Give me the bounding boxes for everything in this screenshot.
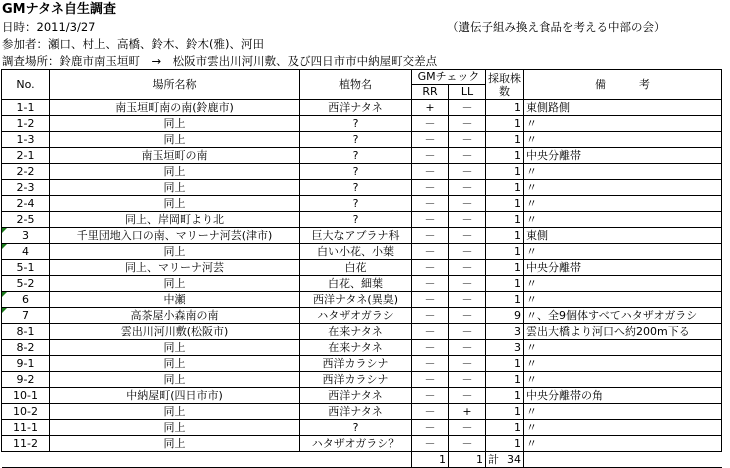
row-count: 1 [486,356,524,372]
row-place: 同上 [50,404,300,420]
row-no: 5-2 [2,276,50,292]
row-rr: － [412,180,449,196]
row-ll: － [449,164,486,180]
table-row [2,324,722,340]
row-ll: － [449,372,486,388]
row-plant: ? [300,148,412,164]
header-gm-check: GMチェック [412,70,486,85]
row-rr: － [412,324,449,340]
row-no: 8-2 [2,340,50,356]
participants: 参加者：瀬口、村上、高橋、鈴木、鈴木(雅)、河田 [2,37,264,51]
row-rr: － [412,340,449,356]
row-place: 同上 [50,372,300,388]
table-row [2,132,722,148]
row-note: 〃 [524,244,722,260]
row-count: 1 [486,132,524,148]
row-note: 〃 [524,436,722,452]
totals-row [2,452,722,468]
row-count: 1 [486,180,524,196]
total-label: 計 [488,452,499,466]
row-ll: － [449,148,486,164]
row-no: 3 [2,228,50,244]
table-row [2,148,722,164]
row-note: 〃 [524,132,722,148]
row-note: 中央分離帯の角 [524,388,722,404]
row-no: 2-5 [2,212,50,228]
table-row [2,100,722,116]
row-note: 〃 [524,164,722,180]
row-ll: － [449,436,486,452]
row-ll: － [449,228,486,244]
row-no: 8-1 [2,324,50,340]
row-note: 〃 [524,116,722,132]
row-note: 〃 [524,356,722,372]
row-rr: － [412,228,449,244]
row-rr: － [412,436,449,452]
row-ll: － [449,244,486,260]
row-rr: + [412,100,449,116]
row-no: 5-1 [2,260,50,276]
row-no: 4 [2,244,50,260]
row-rr: － [412,372,449,388]
row-count: 1 [486,164,524,180]
table-row [2,388,722,404]
row-no: 10-2 [2,404,50,420]
row-no: 2-1 [2,148,50,164]
row-place: 同上 [50,180,300,196]
row-ll: － [449,180,486,196]
row-note: 雲出大橋より河口へ約200m下る [524,324,722,340]
row-ll: － [449,100,486,116]
table-row [2,404,722,420]
table-row [2,180,722,196]
table-row [2,436,722,452]
row-count: 1 [486,148,524,164]
row-ll: － [449,292,486,308]
row-count: 1 [486,388,524,404]
row-count: 1 [486,260,524,276]
total-rr: 1 [412,452,449,468]
row-place: 同上 [50,164,300,180]
row-rr: － [412,292,449,308]
row-no: 9-2 [2,372,50,388]
row-count: 1 [486,116,524,132]
row-plant: 在来ナタネ [300,324,412,340]
totals-spacer [2,452,412,468]
row-place: 同上 [50,196,300,212]
row-note: 〃 [524,196,722,212]
total-ll: 1 [449,452,486,468]
row-place: 同上、マリーナ河芸 [50,260,300,276]
row-rr: － [412,148,449,164]
row-no: 7 [2,308,50,324]
row-note: 〃 [524,212,722,228]
row-rr: － [412,388,449,404]
row-no: 6 [2,292,50,308]
survey-date: 日時：2011/3/27 [2,20,96,34]
row-place: 南玉垣町の南 [50,148,300,164]
row-ll: － [449,340,486,356]
row-count: 1 [486,196,524,212]
row-no: 11-2 [2,436,50,452]
row-ll: － [449,212,486,228]
row-rr: － [412,308,449,324]
row-no: 1-1 [2,100,50,116]
totals-tail [524,452,722,468]
document-title: GMナタネ自生調査 [2,2,116,17]
row-no: 9-1 [2,356,50,372]
row-rr: － [412,196,449,212]
row-rr: － [412,244,449,260]
row-place: 同上 [50,420,300,436]
row-plant: 西洋ナタネ(異臭) [300,292,412,308]
row-plant: 白い小花、小葉 [300,244,412,260]
row-plant: ? [300,212,412,228]
row-plant: 白花、細葉 [300,276,412,292]
row-place: 同上、岸岡町より北 [50,212,300,228]
row-note: 中央分離帯 [524,260,722,276]
table-row [2,340,722,356]
row-note: 中央分離帯 [524,148,722,164]
row-note: 〃 [524,372,722,388]
row-ll: + [449,404,486,420]
row-note: 〃 [524,420,722,436]
row-ll: － [449,260,486,276]
header-ll: LL [449,85,486,100]
row-ll: － [449,116,486,132]
row-place: 千里団地入口の南、マリーナ河芸(津市) [50,228,300,244]
row-rr: － [412,356,449,372]
row-plant: 西洋カラシナ [300,356,412,372]
row-count: 3 [486,340,524,356]
organizer-name: （遺伝子組み換え食品を考える中部の会） [447,20,666,34]
row-rr: － [412,164,449,180]
row-place: 雲出川河川敷(松阪市) [50,324,300,340]
row-place: 中納屋町(四日市市) [50,388,300,404]
row-ll: － [449,132,486,148]
row-place: 南玉垣町南の南(鈴鹿市) [50,100,300,116]
header-rr: RR [412,85,449,100]
row-ll: － [449,420,486,436]
table-row [2,116,722,132]
row-note: 〃 [524,404,722,420]
table-row [2,292,722,308]
row-plant: ? [300,132,412,148]
row-note: 東側路側 [524,100,722,116]
row-plant: ハタザオガラシ [300,308,412,324]
header-plant: 植物名 [300,70,412,100]
row-plant: ? [300,164,412,180]
table-row [2,356,722,372]
survey-location: 調査場所：鈴鹿市南玉垣町 → 松阪市雲出川河川敷、及び四日市市中納屋町交差点 [2,54,438,68]
row-rr: － [412,260,449,276]
row-rr: － [412,420,449,436]
row-no: 2-3 [2,180,50,196]
row-place: 同上 [50,244,300,260]
row-rr: － [412,276,449,292]
row-note: 〃 [524,340,722,356]
row-place: 同上 [50,340,300,356]
total-count [486,452,524,468]
row-plant: 巨大なアブラナ科 [300,228,412,244]
table-row [2,244,722,260]
row-plant: 西洋ナタネ [300,404,412,420]
row-count: 1 [486,244,524,260]
header-place: 場所名称 [50,70,300,100]
table-row [2,164,722,180]
row-rr: － [412,212,449,228]
row-count: 3 [486,324,524,340]
row-count: 1 [486,100,524,116]
row-place: 同上 [50,436,300,452]
row-place: 同上 [50,116,300,132]
row-count: 1 [486,436,524,452]
row-place: 同上 [50,356,300,372]
row-rr: － [412,404,449,420]
row-count: 1 [486,420,524,436]
row-plant: 西洋ナタネ [300,100,412,116]
row-count: 9 [486,308,524,324]
row-ll: － [449,324,486,340]
table-row [2,308,722,324]
row-plant: 西洋ナタネ [300,388,412,404]
header-remarks: 備 考 [524,70,722,100]
row-rr: － [412,132,449,148]
table-row [2,228,722,244]
row-no: 1-3 [2,132,50,148]
row-count: 1 [486,404,524,420]
row-rr: － [412,116,449,132]
row-note: 〃 [524,292,722,308]
row-plant: ? [300,116,412,132]
table-row [2,276,722,292]
header-count: 採取株数 [486,70,524,100]
table-row [2,196,722,212]
row-no: 10-1 [2,388,50,404]
row-count: 1 [486,212,524,228]
row-plant: ? [300,420,412,436]
row-count: 1 [486,292,524,308]
row-count: 1 [486,228,524,244]
table-row [2,372,722,388]
row-note: 〃、全9個体すべてハタザオガラシ [524,308,722,324]
row-plant: ? [300,196,412,212]
row-ll: － [449,276,486,292]
row-place: 中瀬 [50,292,300,308]
row-ll: － [449,196,486,212]
row-note: 〃 [524,180,722,196]
row-place: 高茶屋小森南の南 [50,308,300,324]
row-note: 東側 [524,228,722,244]
row-plant: 白花 [300,260,412,276]
row-place: 同上 [50,276,300,292]
row-place: 同上 [50,132,300,148]
row-count: 1 [486,372,524,388]
row-no: 1-2 [2,116,50,132]
row-ll: － [449,388,486,404]
survey-table [1,69,722,468]
row-ll: － [449,308,486,324]
row-plant: ハタザオガラシ？ [300,436,412,452]
table-row [2,260,722,276]
row-plant: ? [300,180,412,196]
row-plant: 在来ナタネ [300,340,412,356]
header-no: No. [2,70,50,100]
row-no: 2-2 [2,164,50,180]
row-no: 11-1 [2,420,50,436]
table-row [2,420,722,436]
row-plant: 西洋カラシナ [300,372,412,388]
row-ll: － [449,356,486,372]
total-count-value: 34 [507,452,521,466]
table-row [2,212,722,228]
row-no: 2-4 [2,196,50,212]
row-note: 〃 [524,276,722,292]
row-count: 1 [486,276,524,292]
